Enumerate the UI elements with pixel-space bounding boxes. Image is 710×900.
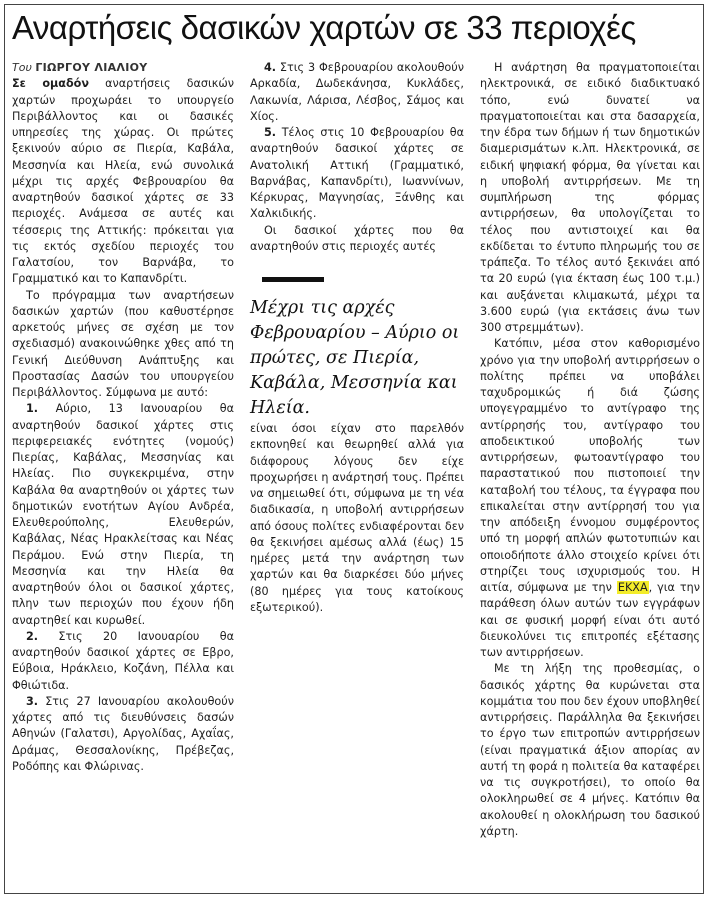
byline-author: ΓΙΩΡΓΟΥ ΛΙΑΛΙΟΥ bbox=[35, 61, 148, 74]
list-number-3: 3. bbox=[26, 694, 39, 708]
byline-prefix: Του bbox=[12, 61, 36, 74]
column-1 bbox=[12, 60, 234, 775]
paragraph-12: Με τη λήξη της προθεσμίας, ο δασικός χάρτης θα κυρώνεται στα κομμάτια του που δεν έχουν υποβληθεί αντιρρήσεις. Παράλληλα θα ξεκινήσει το έργο των επιτροπών αντιρρήσεων (είναι πραγματικά άξιον απορίας αν αυτή τη φορά η πολιτεία θα καταφέρει να τις συγκροτήσει), το οποίο θα ολοκληρωθεί σε 4 μήνες. Κατόπιν θα ακολουθεί η ολοκλήρωση του δασικού χάρτη. bbox=[480, 662, 700, 838]
pullquote: Μέχρι τις αρχές Φεβρουαρίου – Αύριο οι πρώτες, σε Πιερία, Καβάλα, Μεσσηνία και Ηλεία. bbox=[250, 298, 460, 418]
paragraph-5 bbox=[12, 694, 234, 775]
list-number-1: 1. bbox=[26, 402, 39, 416]
column-3 bbox=[480, 60, 700, 840]
paragraph-11 bbox=[480, 336, 700, 661]
paragraph-4 bbox=[12, 629, 234, 694]
article-headline: Αναρτήσεις δασικών χαρτών σε 33 περιοχές bbox=[12, 9, 636, 46]
paragraph-3 bbox=[12, 401, 234, 629]
paragraph-8: Οι δασικοί χάρτες που θα αναρτηθούν στις περιοχές αυτές bbox=[250, 223, 464, 253]
paragraph-3-text: Αύριο, 13 Ιανουαρίου θα αναρτηθούν δασικοί χάρτες στις περιφερειακές ενότητες (νομούς) Πιερίας, Καβάλας, Μεσσηνίας και Ηλείας. Πιο συγκεκριμένα, στην Καβάλα θα αναρτηθούν οι χάρτες των δημοτικών ενοτήτων Αγίου Ανδρέα, Ελευθερούπολης, Ελευθερών, Καβάλας, Νέας Ηρακλείτσας και Νέας Περάμου. Ενώ στην Πιερία, τη Μεσσηνία και την Ηλεία θα αναρτηθούν όλοι οι δασικοί χάρτες, πλην των περιοχών που έχουν ήδη αναρτηθεί και κυρωθεί. bbox=[12, 402, 234, 627]
paragraph-10: Η ανάρτηση θα πραγματοποιείται ηλεκτρονικά, σε ειδικό διαδικτυακό τόπο, ενώ δυνατεί να πραγματοποιείται και στα δασαρχεία, την έδρα των δήμων ή των δημοτικών διαμερισμάτων κ.λπ. Ηλεκτρονικά, σε ειδική ψηφιακή φόρμα, θα γίνεται και η υποβολή αντιρρήσεων. Με τη συμπλήρωση της φόρμας αντιρρήσεων, θα υπολογίζεται το τέλος που αντιστοιχεί και θα εκδίδεται το έντυπο πληρωμής του σε τράπεζα. Το τέλος αυτό ξεκινάει από τα 20 ευρώ (για έκταση έως 100 τ.μ.) και αυξάνεται κλιμακωτά, μέχρι τα 3.600 ευρώ (για εκτάσεις άνω των 300 στρεμμάτων). bbox=[480, 61, 700, 334]
paragraph-6-text: Στις 3 Φεβρουαρίου ακολουθούν Αρκαδία, Δωδεκάνησα, Κυκλάδες, Λακωνία, Λάρισα, Λέσβος, Σάμος και Χίος. bbox=[250, 61, 464, 123]
list-number-2: 2. bbox=[26, 629, 39, 643]
paragraph-9: είναι όσοι είχαν στο παρελθόν εκπονηθεί και θεωρηθεί αλλά για διάφορους λόγους δεν είχε προχωρήσει η ανάρτησή τους. Πρέπει να σημειωθεί ότι, σύμφωνα με τη νέα διαδικασία, η υποβολή αντιρρήσεων από όσους πολίτες ενδιαφέρονται δεν θα ξεκινήσει αμέσως αλλά (έως) 15 ημέρες μετά την ανάρτηση των χαρτών και θα διαρκέσει δύο μήνες (80 ημέρες για τους κατοίκους εξωτερικού). bbox=[250, 422, 464, 614]
highlighted-term: ΕΚΧΑ bbox=[617, 581, 648, 594]
paragraph-6 bbox=[250, 60, 464, 125]
byline bbox=[12, 60, 234, 76]
list-number-4: 4. bbox=[264, 61, 277, 74]
paragraph-11-text-a: Κατόπιν, μέσα στον καθορισμένο χρόνο για την υποβολή αντιρρήσεων ο πολίτης πρέπει να υποβάλει ταχυδρομικώς ή διά ζώσης υπογεγραμμένο το αντίγραφο της αντίρρησής του, αντίγραφο του αποδεικτικού υποβολής των αντιρρήσεων, φωτοαντίγραφο του παραστατικού που πιστοποιεί την καταβολή του τέλους, τα έγγραφα που επικαλείται στην αντίρρησή του για την απόδειξη έννομου συμφέροντος υπό τη μορφή απλών φωτοτυπιών και οποιοδήποτε άλλο στοιχείο κρίνει ότι στηρίζει τους ισχυρισμούς του. Η αιτία, σύμφωνα με την bbox=[480, 337, 700, 594]
paragraph-2: Το πρόγραμμα των αναρτήσεων δασικών χαρτών (που καθυστέρησε αρκετούς μήνες σε σχέση με τον σχεδιασμό) ανακοινώθηκε χθες από τη Γενική Διεύθυνση Ανάπτυξης και Προστασίας Δασών του υπουργείου Περιβάλλοντος. Σύμφωνα με αυτό: bbox=[12, 288, 234, 399]
paragraph-7 bbox=[250, 125, 464, 223]
column-2 bbox=[250, 60, 464, 616]
paragraph-4-text: Στις 20 Ιανουαρίου θα αναρτηθούν δασικοί χάρτες σε Εβρο, Εύβοια, Ηράκλειο, Κοζάνη, Πέλλα και Φθιώτιδα. bbox=[12, 629, 234, 692]
paragraph-7-text: Τέλος στις 10 Φεβρουαρίου θα αναρτηθούν δασικοί χάρτες σε Ανατολική Αττική (Γραμματικό, Βαρνάβας, Καπανδρίτι), Ιωαννίνων, Κέρκυρας, Μαγνησίας, Ξάνθης και Χαλκιδικής. bbox=[250, 126, 464, 221]
list-number-5: 5. bbox=[264, 126, 277, 139]
pullquote-rule bbox=[262, 277, 324, 282]
lead-words: Σε ομαδόν bbox=[12, 77, 89, 91]
paragraph-1 bbox=[12, 76, 234, 287]
paragraph-5-text: Στις 27 Ιανουαρίου ακολουθούν χάρτες από τις διευθύνσεις δασών Αθηνών (Γαλατσι), Αργολίδας, Αχαΐας, Δράμας, Θεσσαλονίκης, Πρέβεζας, Ροδόπης και Φλώρινας. bbox=[12, 694, 234, 773]
paragraph-11-text-b: , για την παράθεση όλων αυτών των εγγράφων και σε φυσική μορφή είναι ότι αυτό διευκολύνει τις επιτροπές εξέτασης των αντιρρήσεων. bbox=[480, 581, 700, 659]
paragraph-1-text: αναρτήσεις δασικών χαρτών προχωράει το υπουργείο Περιβάλλοντος και οι δασικές υπηρεσίες της χώρας. Οι πρώτες ξεκινούν αύριο σε Πιερία, Καβάλα, Μεσσηνία και Ηλεία, ενώ συνολικά μέχρι τις αρχές Φεβρουαρίου θα αναρτηθούν δασικοί χάρτες σε 33 περιοχές. Ανάμεσα σε αυτές και τέσσερις της Αττικής: πρόκειται για τις εκτός σχεδίου περιοχές του Γαλατσίου, τον Βαρνάβα, το Γραμματικό και το Καπανδρίτι. bbox=[12, 77, 234, 286]
